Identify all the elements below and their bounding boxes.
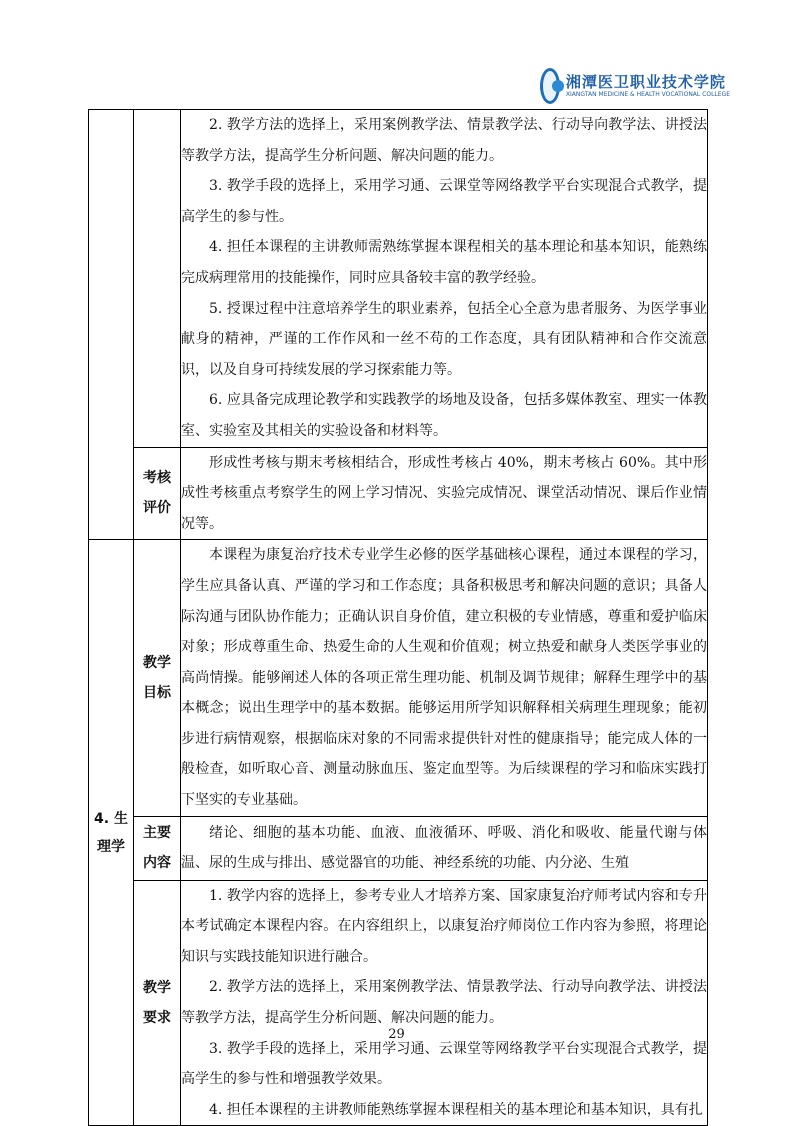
objectives-row	[89, 540, 708, 816]
college-seal-icon	[540, 68, 560, 104]
college-logo	[540, 66, 730, 106]
continued-course-cell	[89, 110, 134, 540]
paragraph: 5. 授课过程中注意培养学生的职业素养，包括全心全意为患者服务、为医学事业献身的精神，严谨的工作作风和一丝不苟的工作态度，具有团队精神和合作交流意识，以及自身可持续发展的学习探索能力等。	[181, 300, 707, 378]
course-name: 4. 生	[94, 810, 128, 827]
paragraph: 2. 教学方法的选择上，采用案例教学法、情景教学法、行动导向教学法、讲授法等教学方法，提高学生分析问题、解决问题的能力。	[181, 979, 707, 1027]
assessment-row	[89, 447, 708, 540]
college-name-en: XIANGTAN MEDICINE & HEALTH VOCATIONAL COLLEGE	[565, 91, 730, 98]
assessment-label: 考核 评价	[134, 447, 181, 540]
paragraph: 6. 应具备完成理论教学和实践教学的场地及设备，包括多媒体教室、理实一体教室、实验室及其相关的实验设备和材料等。	[181, 392, 707, 439]
requirements-row	[89, 880, 708, 1126]
main-content-label: 主要 内容	[134, 816, 181, 880]
page-number: 29	[388, 1027, 405, 1042]
objectives-text: 本课程为康复治疗技术专业学生必修的医学基础核心课程，通过本课程的学习，学生应具备认真、严谨的学习和工作态度；具备积极思考和解决问题的意识；具备人际沟通与团队协作能力；正确认识自身价值，建立积极的专业情感，尊重和爱护临床对象；形成尊重生命、热爱生命的人生观和价值观；树立热爱和献身人类医学事业的高尚情操。能够阐述人体的各项正常生理功能、机制及调节规律；解释生理学中的基本概念；说出生理学中的基本数据。能够运用所学知识解释相关病理生理现象；能初步进行病情观察，根据临床对象的不同需求提供针对性的健康指导；能完成人体的一般检查，如听取心音、测量动脉血压、鉴定血型等。为后续课程的学习和临床实践打下坚实的专业基础。	[181, 540, 708, 816]
paragraph: 3. 教学手段的选择上，采用学习通、云课堂等网络教学平台实现混合式教学，提高学生的参与性。	[181, 178, 707, 225]
continued-label-cell	[134, 110, 181, 448]
assessment-text: 形成性考核与期末考核相结合，形成性考核占 40%，期末考核占 60%。其中形成性考核重点考察学生的网上学习情况、实验完成情况、课堂活动情况、课后作业情况等。	[181, 447, 708, 540]
paragraph: 3. 教学手段的选择上，采用学习通、云课堂等网络教学平台实现混合式教学，提高学生的参与性和增强教学效果。	[181, 1040, 707, 1088]
college-name	[566, 73, 730, 99]
course-name-cell: 4. 生 理学	[89, 540, 134, 1126]
requirements-text	[181, 880, 708, 1126]
paragraph: 1. 教学内容的选择上，参考专业人才培养方案、国家康复治疗师考试内容和专升本考试确定本课程内容。在内容组织上，以康复治疗师岗位工作内容为参照，将理论知识与实践技能知识进行融合。	[181, 887, 707, 965]
paragraph: 2. 教学方法的选择上，采用案例教学法、情景教学法、行动导向教学法、讲授法等教学方法，提高学生分析问题、解决问题的能力。	[181, 117, 707, 164]
objectives-label: 教学 目标	[134, 540, 181, 816]
paragraph: 4. 担任本课程的主讲教师能熟练掌握本课程相关的基本理论和基本知识，具有扎	[209, 1101, 703, 1118]
course-table	[88, 109, 708, 1126]
requirements-label: 教学 要求	[134, 880, 181, 1126]
college-name-cn: 湘潭医卫职业技术学院	[565, 73, 726, 91]
paragraph: 4. 担任本课程的主讲教师需熟练掌握本课程相关的基本理论和基本知识，能熟练完成病理常用的技能操作，同时应具备较丰富的教学经验。	[181, 239, 707, 286]
main-content-row	[89, 816, 708, 880]
continued-requirements	[181, 110, 708, 448]
main-content-text: 绪论、细胞的基本功能、血液、血液循环、呼吸、消化和吸收、能量代谢与体温、尿的生成与排出、感觉器官的功能、神经系统的功能、内分泌、生殖	[181, 816, 708, 880]
continued-row	[89, 110, 708, 448]
